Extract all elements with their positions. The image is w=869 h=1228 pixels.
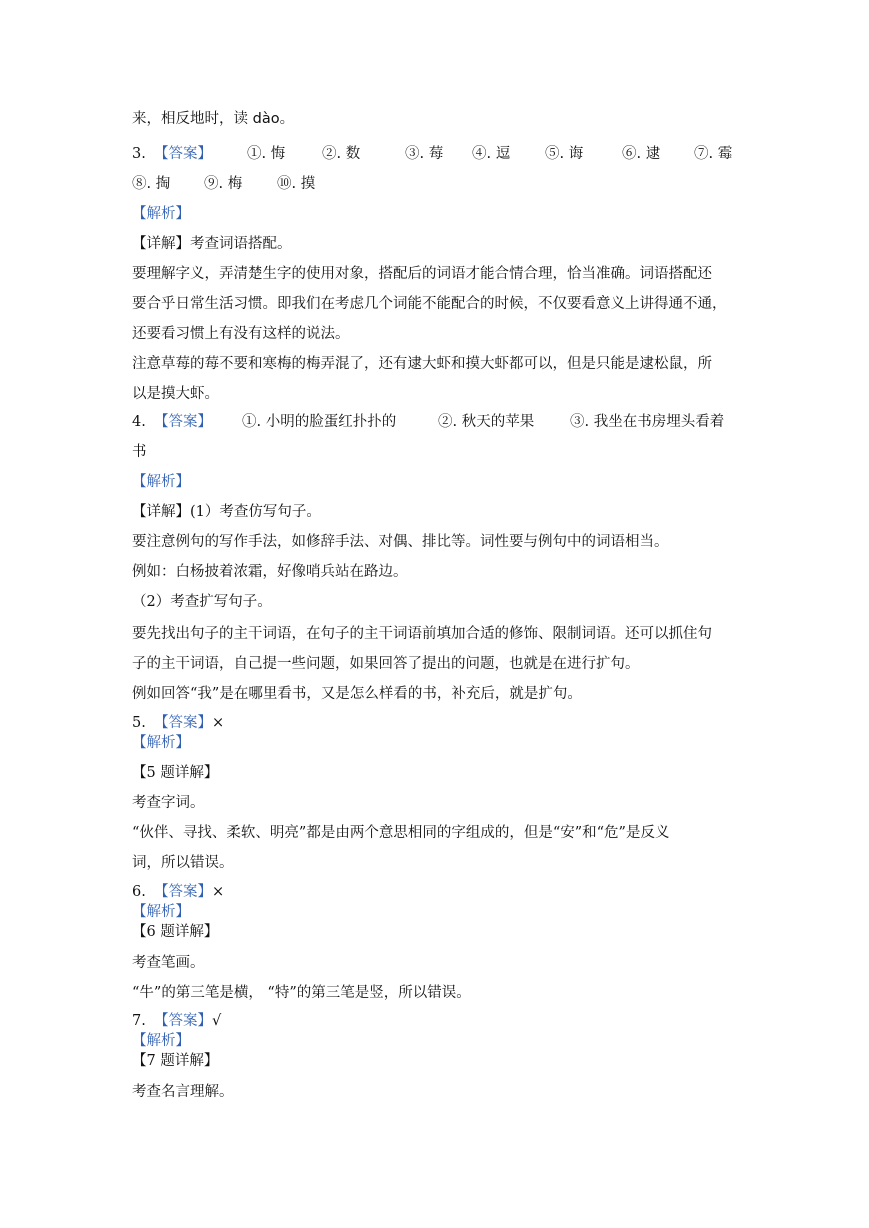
detail-line: 以是摸大虾。 [132, 386, 219, 402]
answer-mark: × [212, 884, 225, 900]
answer-option: ⑧. 掏 [132, 176, 171, 192]
text-line: 书 [132, 444, 147, 460]
detail-line: 【详解】考查词语搭配。 [132, 236, 292, 252]
detail-line: 考查名言理解。 [132, 1084, 234, 1100]
question-number: 4. [132, 414, 146, 430]
question-number: 3. [132, 146, 146, 162]
analysis-tag: 【解析】 [132, 474, 190, 490]
question-number: 7. [132, 1013, 146, 1029]
text-line [132, 104, 294, 134]
detail-line: （2）考查扩写句子。 [132, 594, 272, 610]
detail-line: 要先找出句子的主干词语，在句子的主干词语前填加合适的修饰、限制词语。还可以抓住句 [132, 626, 712, 642]
pinyin-text: dào [252, 111, 280, 127]
question-number: 6. [132, 884, 146, 900]
answer-option: ③. 我坐在书房埋头看着 [570, 414, 725, 430]
detail-heading: 【5 题详解】 [132, 765, 219, 781]
question-number: 5. [132, 715, 146, 731]
answer-option: ⑨. 梅 [204, 176, 243, 192]
text-line-content: 来，相反地时，读 [132, 111, 253, 127]
analysis-tag: 【解析】 [132, 206, 190, 222]
answer-tag: 【答案】 [154, 884, 212, 900]
detail-line: 词，所以错误。 [132, 855, 234, 871]
detail-line: 例如回答“我”是在哪里看书，又是怎么样看的书，补充后，就是扩句。 [132, 686, 582, 702]
detail-line: 【详解】(1）考查仿写句子。 [132, 504, 321, 520]
answer-option: ①. 悔 [247, 146, 286, 162]
q3-answer-line-2 [132, 169, 738, 199]
answer-tag: 【答案】 [154, 414, 212, 430]
detail-line: 例如：白杨披着浓霜，好像哨兵站在路边。 [132, 564, 408, 580]
analysis-tag: 【解析】 [132, 735, 190, 751]
detail-line: 注意草莓的莓不要和寒梅的梅弄混了，还有逮大虾和摸大虾都可以，但是只能是逮松鼠，所 [132, 356, 712, 372]
q3-answer-line [132, 139, 738, 169]
answer-option: ④. 逗 [472, 146, 511, 162]
answer-option: ⑦. 霉 [694, 146, 733, 162]
text-line-end: 。 [279, 111, 295, 127]
answer-option: ③. 莓 [405, 146, 444, 162]
answer-option: ⑥. 逮 [622, 146, 661, 162]
detail-heading: 【7 题详解】 [132, 1053, 219, 1069]
detail-line: 要注意例句的写作手法，如修辞手法、对偶、排比等。词性要与例句中的词语相当。 [132, 534, 669, 550]
detail-line: 子的主干词语，自己提一些问题，如果回答了提出的问题，也就是在进行扩句。 [132, 656, 640, 672]
answer-option: ②. 数 [322, 146, 361, 162]
detail-heading: 【6 题详解】 [132, 924, 219, 940]
answer-tag: 【答案】 [154, 146, 212, 162]
q4-answer-line [132, 407, 738, 437]
analysis-tag: 【解析】 [132, 1033, 190, 1049]
answer-option: ①. 小明的脸蛋红扑扑的 [242, 414, 397, 430]
answer-option: ⑤. 诲 [545, 146, 584, 162]
answer-mark: × [212, 715, 225, 731]
analysis-tag: 【解析】 [132, 904, 190, 920]
answer-tag: 【答案】 [154, 715, 212, 731]
answer-mark: √ [212, 1013, 222, 1029]
answer-option: ②. 秋天的苹果 [438, 414, 535, 430]
answer-tag: 【答案】 [154, 1013, 212, 1029]
detail-line: “牛”的第三笔是横， “特”的第三笔是竖，所以错误。 [132, 985, 471, 1001]
detail-line: 考查字词。 [132, 795, 205, 811]
detail-line: 要合乎日常生活习惯。即我们在考虑几个词能不能配合的时候，不仅要看意义上讲得通不通， [132, 296, 727, 312]
detail-line: 还要看习惯上有没有这样的说法。 [132, 326, 350, 342]
detail-line: 考查笔画。 [132, 955, 205, 971]
answer-option: ⑩. 摸 [277, 176, 316, 192]
detail-line: 要理解字义，弄清楚生字的使用对象，搭配后的词语才能合情合理，恰当准确。词语搭配还 [132, 266, 712, 282]
detail-line: “伙伴、寻找、柔软、明亮”都是由两个意思相同的字组成的，但是“安”和“危”是反义 [132, 825, 670, 841]
